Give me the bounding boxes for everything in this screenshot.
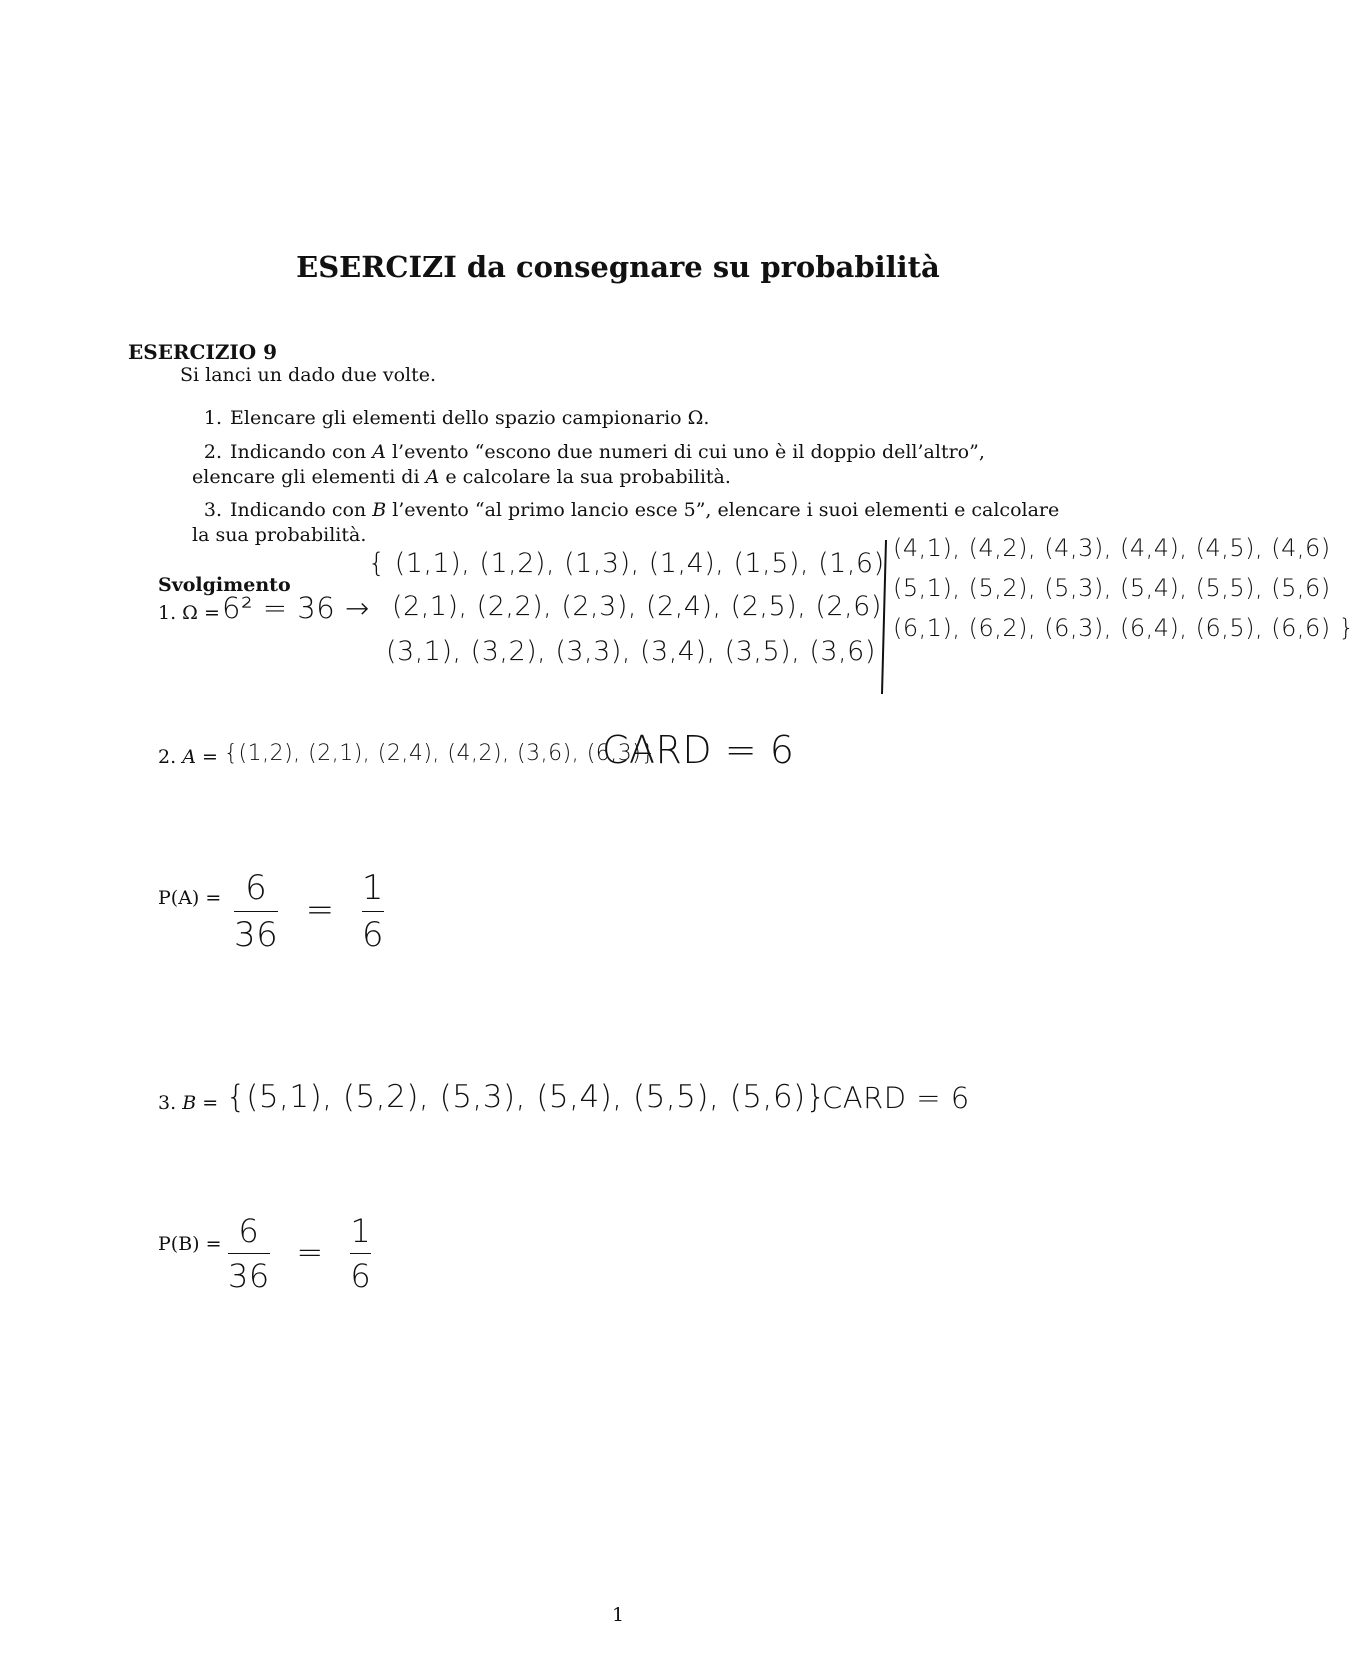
item-number: 1. xyxy=(203,407,222,429)
event-a-set-handwritten: {(1,2), (2,1), (2,4), (4,2), (3,6), (6,3)} xyxy=(224,741,656,766)
exercise-heading: ESERCIZIO 9 xyxy=(128,340,278,364)
numerator: 1 xyxy=(361,868,385,908)
omega-row-5: (5,1), (5,2), (5,3), (5,4), (5,5), (5,6) xyxy=(893,574,1331,602)
item-variable: A xyxy=(425,466,440,488)
item-number: 3. xyxy=(203,499,222,521)
numerator: 1 xyxy=(350,1212,372,1250)
label-number: 2. xyxy=(158,746,177,768)
prob-b-fraction xyxy=(228,1212,371,1295)
item-text: l’evento “al primo lancio esce 5”, elencare i suoi elementi e calcolare la sua probabilità. xyxy=(192,499,1060,546)
omega-row-4: (4,1), (4,2), (4,3), (4,4), (4,5), (4,6) xyxy=(893,534,1331,562)
fraction-bar xyxy=(350,1253,371,1254)
event-b-set-handwritten: {(5,1), (5,2), (5,3), (5,4), (5,5), (5,6)} xyxy=(226,1079,826,1115)
fraction-bar xyxy=(362,911,384,912)
denominator: 36 xyxy=(228,1257,270,1295)
item-variable: A xyxy=(372,441,386,463)
item-number: 2. xyxy=(203,441,222,463)
item-text: l’evento “escono due numeri di cui uno è il doppio dell’altro”, elencare gli elementi di xyxy=(192,441,985,488)
event-a-card: CARD = 6 xyxy=(602,728,795,772)
event-b-card: CARD = 6 xyxy=(822,1081,970,1115)
numerator: 6 xyxy=(245,868,268,908)
prob-a-fraction xyxy=(234,868,384,955)
exercise-intro: Si lanci un dado due volte. xyxy=(180,364,437,386)
prob-b-label: P(B) = xyxy=(158,1233,222,1255)
equals-sign: = xyxy=(305,890,335,930)
part2-label xyxy=(158,746,218,768)
omega-row-1: { (1,1), (1,2), (1,3), (1,4), (1,5), (1,6) xyxy=(368,548,885,579)
omega-row-2: (2,1), (2,2), (2,3), (2,4), (2,5), (2,6) xyxy=(392,591,882,622)
item-text: Indicando con xyxy=(230,499,373,521)
omega-cardinality-handwritten: 6² = 36 → xyxy=(222,591,370,625)
omega-label: 1. Ω = xyxy=(158,602,220,624)
item-text: Indicando con xyxy=(230,441,373,463)
page-title: ESERCIZI da consegnare su probabilità xyxy=(296,250,940,284)
denominator: 6 xyxy=(361,915,385,955)
prob-a-label: P(A) = xyxy=(158,887,222,909)
item-text: Elencare gli elementi dello spazio campionario Ω. xyxy=(230,407,710,429)
fraction-right xyxy=(362,868,384,955)
fraction-left xyxy=(228,1212,270,1295)
denominator: 6 xyxy=(350,1257,372,1295)
equals-sign: = xyxy=(296,1232,324,1271)
omega-row-3: (3,1), (3,2), (3,3), (3,4), (3,5), (3,6) xyxy=(386,636,876,667)
denominator: 36 xyxy=(234,915,279,955)
label-number: 3. xyxy=(158,1092,177,1114)
page-number: 1 xyxy=(611,1604,625,1626)
label-equals: = xyxy=(201,746,218,768)
fraction-bar xyxy=(234,911,278,912)
fraction-bar xyxy=(228,1253,270,1254)
part3-label xyxy=(158,1092,218,1114)
fraction-left xyxy=(234,868,278,955)
label-variable: A xyxy=(182,746,196,768)
label-equals: = xyxy=(202,1092,219,1114)
numerator: 6 xyxy=(238,1212,260,1250)
item-variable: B xyxy=(372,499,387,521)
omega-row-6: (6,1), (6,2), (6,3), (6,4), (6,5), (6,6) } xyxy=(893,614,1355,642)
item-text: e calcolare la sua probabilità. xyxy=(439,466,731,488)
solution-heading: Svolgimento xyxy=(158,574,291,596)
fraction-right xyxy=(350,1212,371,1295)
label-variable: B xyxy=(182,1092,197,1114)
